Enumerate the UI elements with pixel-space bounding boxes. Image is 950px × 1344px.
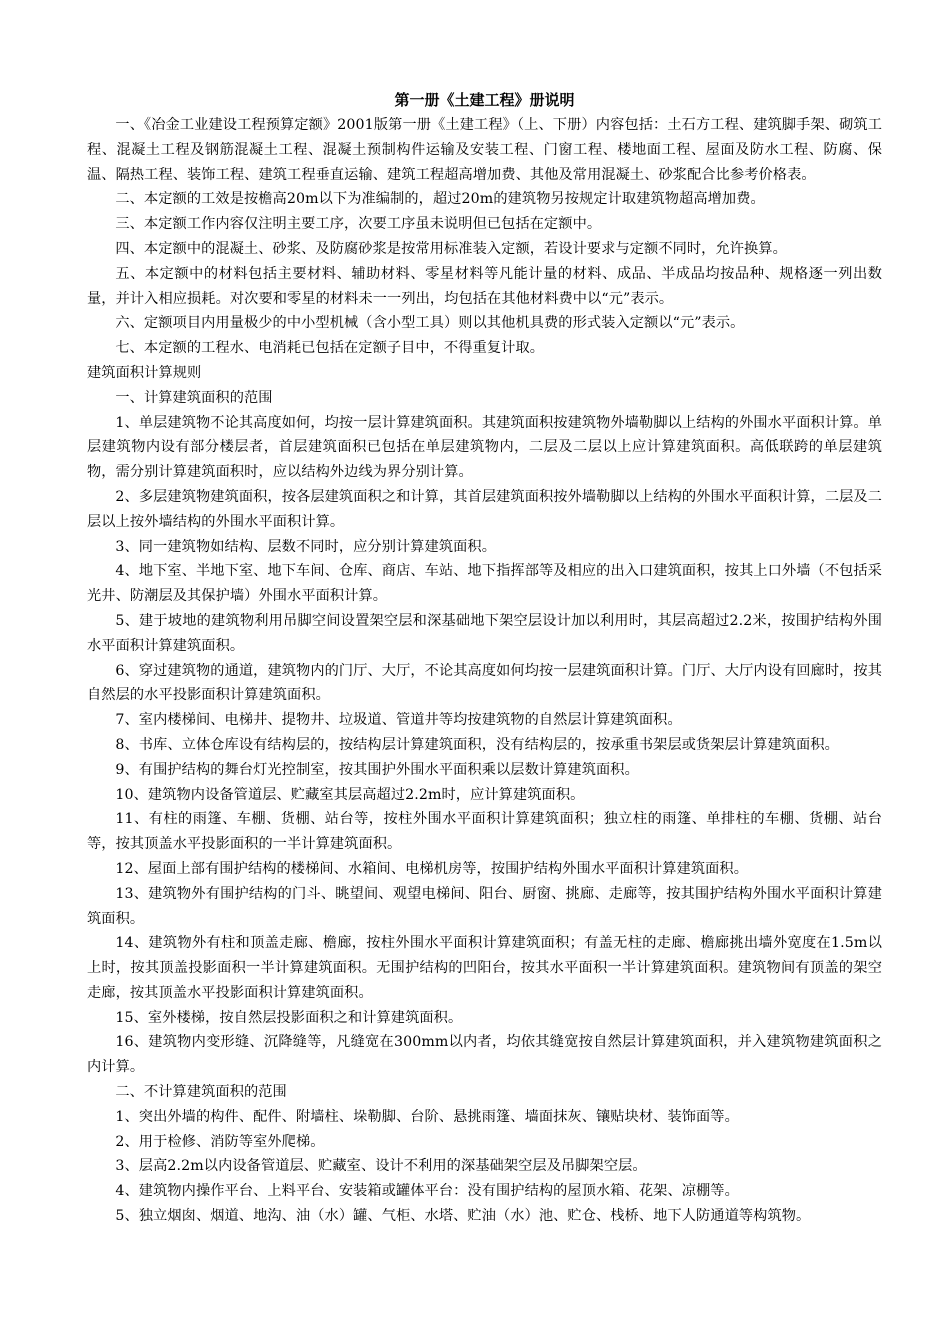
paragraph: 3、层高2.2m以内设备管道层、贮藏室、设计不利用的深基础架空层及吊脚架空层。 — [115, 1158, 647, 1175]
paragraph: 8、书库、立体仓库设有结构层的，按结构层计算建筑面积，没有结构层的，按承重书架层或货架层计算建筑面积。 — [115, 736, 839, 753]
paragraph: 1、单层建筑物不论其高度如何，均按一层计算建筑面积。其建筑面积按建筑物外墙勒脚以上结构的外围水平面积计算。单层建筑物内设有部分楼层者，首层建筑面积已包括在单层建筑物内，二层及二层以上应计算建筑面积。高低联跨的单层建筑物，需分别计算建筑面积时，应以结构外边线为界分别计算。 — [87, 414, 882, 481]
paragraph: 六、定额项目内用量极少的中小型机械（含小型工具）则以其他机具费的形式装入定额以“元”表示。 — [115, 315, 745, 332]
paragraph: 7、室内楼梯间、电梯井、提物井、垃圾道、管道井等均按建筑物的自然层计算建筑面积。 — [115, 712, 682, 729]
paragraph: 5、独立烟囱、烟道、地沟、油（水）罐、气柜、水塔、贮油（水）池、贮仓、栈桥、地下人防通道等构筑物。 — [115, 1208, 811, 1225]
paragraph: 4、建筑物内操作平台、上料平台、安装箱或罐体平台：没有围护结构的屋顶水箱、花架、凉棚等。 — [115, 1183, 739, 1200]
paragraph: 6、穿过建筑物的通道，建筑物内的门厅、大厅，不论其高度如何均按一层建筑面积计算。门厅、大厅内设有回廊时，按其自然层的水平投影面积计算建筑面积。 — [87, 662, 882, 704]
paragraph: 9、有围护结构的舞台灯光控制室，按其围护外围水平面积乘以层数计算建筑面积。 — [115, 761, 639, 778]
paragraph: 五、本定额中的材料包括主要材料、辅助材料、零星材料等凡能计量的材料、成品、半成品均按品种、规格逐一列出数量，并计入相应损耗。对次要和零星的材料未一一列出，均包括在其他材料费中以“元”表示。 — [87, 265, 882, 307]
section-heading: 建筑面积计算规则 — [87, 364, 202, 381]
paragraph: 一、计算建筑面积的范围 — [115, 389, 273, 406]
paragraph: 3、同一建筑物如结构、层数不同时，应分别计算建筑面积。 — [115, 538, 496, 555]
paragraph: 四、本定额中的混凝土、砂浆、及防腐砂浆是按常用标准装入定额，若设计要求与定额不同时，允许换算。 — [115, 240, 787, 257]
paragraph: 2、用于检修、消防等室外爬梯。 — [115, 1133, 325, 1150]
paragraph: 10、建筑物内设备管道层、贮藏室其层高超过2.2m时，应计算建筑面积。 — [115, 786, 585, 803]
paragraph: 14、建筑物外有柱和顶盖走廊、檐廊，按柱外围水平面积计算建筑面积；有盖无柱的走廊、檐廊挑出墙外宽度在1.5m以上时，按其顶盖投影面积一半计算建筑面积。无围护结构的凹阳台，按其水平面积一半计算建筑面积。建筑物间有顶盖的架空走廊，按其顶盖水平投影面积计算建筑面积。 — [87, 935, 882, 1001]
paragraph: 16、建筑物内变形缝、沉降缝等，凡缝宽在300mm以内者，均依其缝宽按自然层计算建筑面积，并入建筑物建筑面积之内计算。 — [87, 1034, 882, 1076]
paragraph: 15、室外楼梯，按自然层投影面积之和计算建筑面积。 — [115, 1009, 463, 1026]
paragraph: 1、突出外墙的构件、配件、附墙柱、垛勒脚、台阶、悬挑雨篷、墙面抹灰、镶贴块材、装饰面等。 — [115, 1108, 739, 1125]
paragraph: 4、地下室、半地下室、地下车间、仓库、商店、车站、地下指挥部等及相应的出入口建筑面积，按其上口外墙（不包括采光井、防潮层及其保护墙）外围水平面积计算。 — [87, 563, 882, 605]
paragraph: 二、不计算建筑面积的范围 — [115, 1084, 287, 1101]
document-title: 第一册《土建工程》册说明 — [394, 91, 575, 109]
paragraph: 三、本定额工作内容仅注明主要工序，次要工序虽未说明但已包括在定额中。 — [115, 216, 602, 233]
document-body — [87, 113, 882, 1229]
paragraph: 5、建于坡地的建筑物利用吊脚空间设置架空层和深基础地下架空层设计加以利用时，其层高超过2.2米，按围护结构外围水平面积计算建筑面积。 — [87, 612, 882, 654]
paragraph: 二、本定额的工效是按檐高20m以下为准编制的，超过20m的建筑物另按规定计取建筑物超高增加费。 — [115, 191, 765, 208]
paragraph: 12、屋面上部有围护结构的楼梯间、水箱间、电梯机房等，按围护结构外围水平面积计算建筑面积。 — [115, 860, 749, 877]
paragraph: 一、《冶金工业建设工程预算定额》2001版第一册《土建工程》（上、下册）内容包括：土石方工程、建筑脚手架、砌筑工程、混凝土工程及钢筋混凝土工程、混凝土预制构件运输及安装工程、门窗工程、楼地面工程、屋面及防水工程、防腐、保温、隔热工程、装饰工程、建筑工程垂直运输、建筑工程超高增加费、其他及常用混凝土、砂浆配合比参考价格表。 — [87, 117, 882, 183]
paragraph: 11、有柱的雨篷、车棚、货棚、站台等，按柱外围水平面积计算建筑面积；独立柱的雨篷、单排柱的车棚、货棚、站台等，按其顶盖水平投影面积的一半计算建筑面积。 — [87, 811, 882, 853]
paragraph: 七、本定额的工程水、电消耗已包括在定额子目中，不得重复计取。 — [115, 340, 545, 357]
paragraph: 13、建筑物外有围护结构的门斗、眺望间、观望电梯间、阳台、厨窗、挑廊、走廊等，按其围护结构外围水平面积计算建筑面积。 — [87, 885, 882, 927]
paragraph: 2、多层建筑物建筑面积，按各层建筑面积之和计算，其首层建筑面积按外墙勒脚以上结构的外围水平面积计算，二层及二层以上按外墙结构的外围水平面积计算。 — [87, 488, 882, 530]
